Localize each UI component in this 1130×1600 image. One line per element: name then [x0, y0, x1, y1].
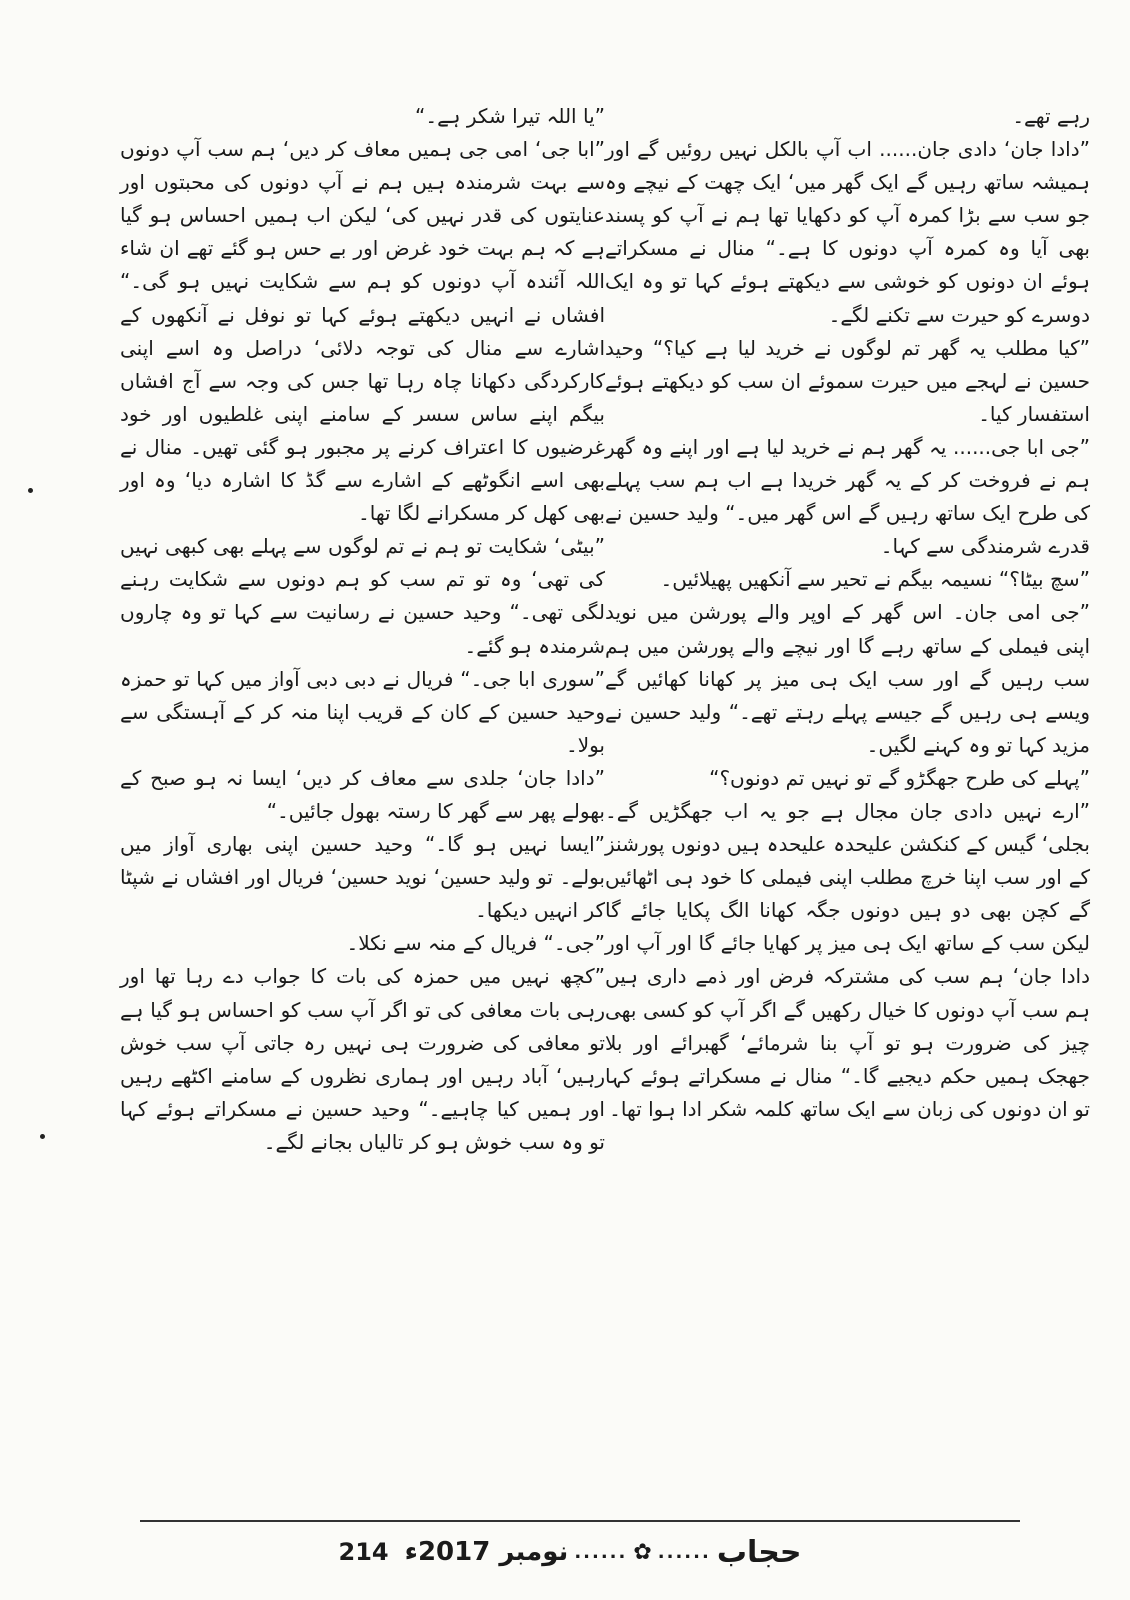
left-para-3: ”بیٹی‘ شکایت تو ہم نے تم لوگوں سے پہلے بھی کبھی نہیں کی تھی‘ وہ تو تم سب کو ہم دونوں سے شکایت رہنے لگی تھی۔“ وحید حسین نے رسانیت سے کہا تو وہ چاروں شرمندہ ہو گئے۔ [120, 534, 605, 658]
left-para-6: ”ایسا نہیں ہو گا۔“ وحید حسین اپنی بھاری آواز میں بولے۔ تو ولید حسین‘ نوید حسین‘ فریال اور افشاں نے شپٹا کر انہیں دیکھا۔ [120, 832, 605, 923]
right-para-3: ”کیا مطلب یہ گھر تم لوگوں نے خرید لیا ہے کیا؟“ وحید حسین نے لہجے میں حیرت سموئے ان سب کو دیکھتے ہوئے استفسار کیا۔ [605, 335, 1090, 426]
page-number: 214 [338, 1538, 389, 1566]
margin-dot [40, 1134, 45, 1139]
flower-ornament-icon: ✿ [633, 1539, 652, 1565]
footer-divider [140, 1520, 1020, 1522]
left-para-5: ”دادا جان‘ جلدی سے معاف کر دیں‘ ایسا نہ ہو صبح کے بھولے پھر سے گھر کا رستہ بھول جائیں۔“ [120, 765, 605, 823]
left-para-8: ”کچھ نہیں میں حمزہ کی بات کا جواب دے رہا تھا اور رہی بات معافی کی تو اگر آپ سب کو احساس ہو گیا ہے تو معافی کی ضرورت ہی نہیں رہ جاتی آپ سب خوش رہیں‘ آباد رہیں اور ہماری نظروں کے سامنے اکٹھے رہیں اور ہمیں کیا چاہیے۔“ وحید حسین نے مسکراتے ہوئے کہا تو وہ سب خوش ہو کر تالیاں بجانے لگے۔ [120, 964, 605, 1154]
left-para-1: ”یا اللہ تیرا شکر ہے۔“ [415, 104, 605, 128]
magazine-name: حجاب [716, 1534, 802, 1570]
left-column [120, 100, 605, 1159]
page-footer [300, 1532, 840, 1572]
right-para-5: ”سچ بیٹا؟“ نسیمہ بیگم نے تحیر سے آنکھیں پھیلائیں۔ [660, 567, 1090, 592]
issue-date: نومبر 2017ء [404, 1537, 569, 1567]
left-para-2: ”ابا جی‘ امی جی ہمیں معاف کر دیں‘ ہم سب آپ دونوں سے بہت شرمندہ ہیں ہم نے آپ دونوں کی محبتوں اور عنایتوں کی قدر نہیں کی‘ لیکن اب ہمیں احساس ہو گیا ہے کہ ہم بہت خود غرض اور بے حس ہو گئے تھے ان شاء اللہ آئندہ آپ دونوں کو ہم سے شکایت نہیں ہو گی۔“ افشاں نے انہیں دیکھتے ہوئے کہا تو نوفل نے آنکھوں کے اشارے سے منال کی توجہ دلائی‘ دراصل وہ اسے اپنی کارکردگی دکھانا چاہ رہا تھا جس کی وجہ سے آج افشاں بیگم اپنے ساس سسر کے سامنے اپنی غلطیوں اور خود غرضیوں کا اعتراف کرنے پر مجبور ہو گئی تھیں۔ منال نے بھی اسے انگوٹھے کے اشارے سے گڈ کا اشارہ دیا‘ وہ اور بھی کھل کر مسکرانے لگا تھا۔ [120, 137, 605, 526]
footer-dots: ...... [657, 1541, 711, 1563]
right-para-6: ”جی امی جان۔ اس گھر کے اوپر والے پورشن میں نوید اپنی فیملی کے ساتھ رہے گا اور نیچے والے پورشن میں ہم سب رہیں گے اور سب ایک ہی میز پر کھانا کھائیں گے ویسے ہی رہیں گے جیسے پہلے رہتے تھے۔“ ولید حسین نے مزید کہا تو وہ کہنے لگیں۔ [605, 600, 1090, 757]
right-para-7: ”پہلے کی طرح جھگڑو گے تو نہیں تم دونوں؟“ [709, 765, 1090, 790]
right-para-4: ”جی ابا جی...... یہ گھر ہم نے خرید لیا ہے اور اپنے وہ گھر ہم نے فروخت کر کے یہ گھر خریدا ہے اب ہم سب پہلے کی طرح ایک ساتھ رہیں گے اس گھر میں۔“ ولید حسین نے قدرے شرمندگی سے کہا۔ [605, 434, 1090, 559]
margin-dot [28, 488, 33, 493]
left-para-7: ”جی۔“ فریال کے منہ سے نکلا۔ [346, 931, 605, 956]
right-para-8: ”ارے نہیں دادی جان مجال ہے جو یہ اب جھگڑیں گے۔ بجلی‘ گیس کے کنکشن علیحدہ علیحدہ ہیں دونوں پورشنز کے اور سب اپنا خرچ مطلب اپنی فیملی کا خود ہی اٹھائیں گے کچن بھی دو ہیں دونوں جگہ کھانا الگ پکایا جائے گا لیکن سب کے ساتھ ایک ہی میز پر کھایا جائے گا اور آپ اور دادا جان‘ ہم سب کی مشترکہ فرض اور ذمے داری ہیں ہم سب آپ دونوں کا خیال رکھیں گے اگر آپ کو کسی بھی چیز کی ضرورت ہو تو آپ بنا شرمائے‘ گھبرائے اور بلا جھجک ہمیں حکم دیجیے گا۔“ منال نے مسکراتے ہوئے کہا تو ان دونوں کی زبان سے ایک ساتھ کلمہ شکر ادا ہوا تھا۔ [605, 798, 1090, 1121]
right-column [605, 100, 1090, 1126]
right-para-2: ”دادا جان‘ دادی جان...... اب آپ بالکل نہیں روئیں گے اور ہمیشہ ساتھ رہیں گے ایک گھر میں‘ ایک چھت کے نیچے وہ جو سب سے بڑا کمرہ آپ کو دکھایا تھا ہم نے آپ کو پسند بھی آیا وہ کمرہ آپ دونوں کا ہے۔“ منال نے مسکراتے ہوئے ان دونوں کو خوشی سے دیکھتے ہوئے کہا تو وہ ایک دوسرے کو حیرت سے تکنے لگے۔ [605, 137, 1090, 327]
left-para-4: ”سوری ابا جی۔“ فریال نے دبی دبی آواز میں کہا تو حمزہ وحید حسین کے کان کے قریب اپنا منہ کر کے آہستگی سے بولا۔ [120, 666, 605, 757]
footer-dots: ...... [574, 1541, 628, 1563]
right-para-1: رہے تھے۔ [1012, 104, 1090, 128]
